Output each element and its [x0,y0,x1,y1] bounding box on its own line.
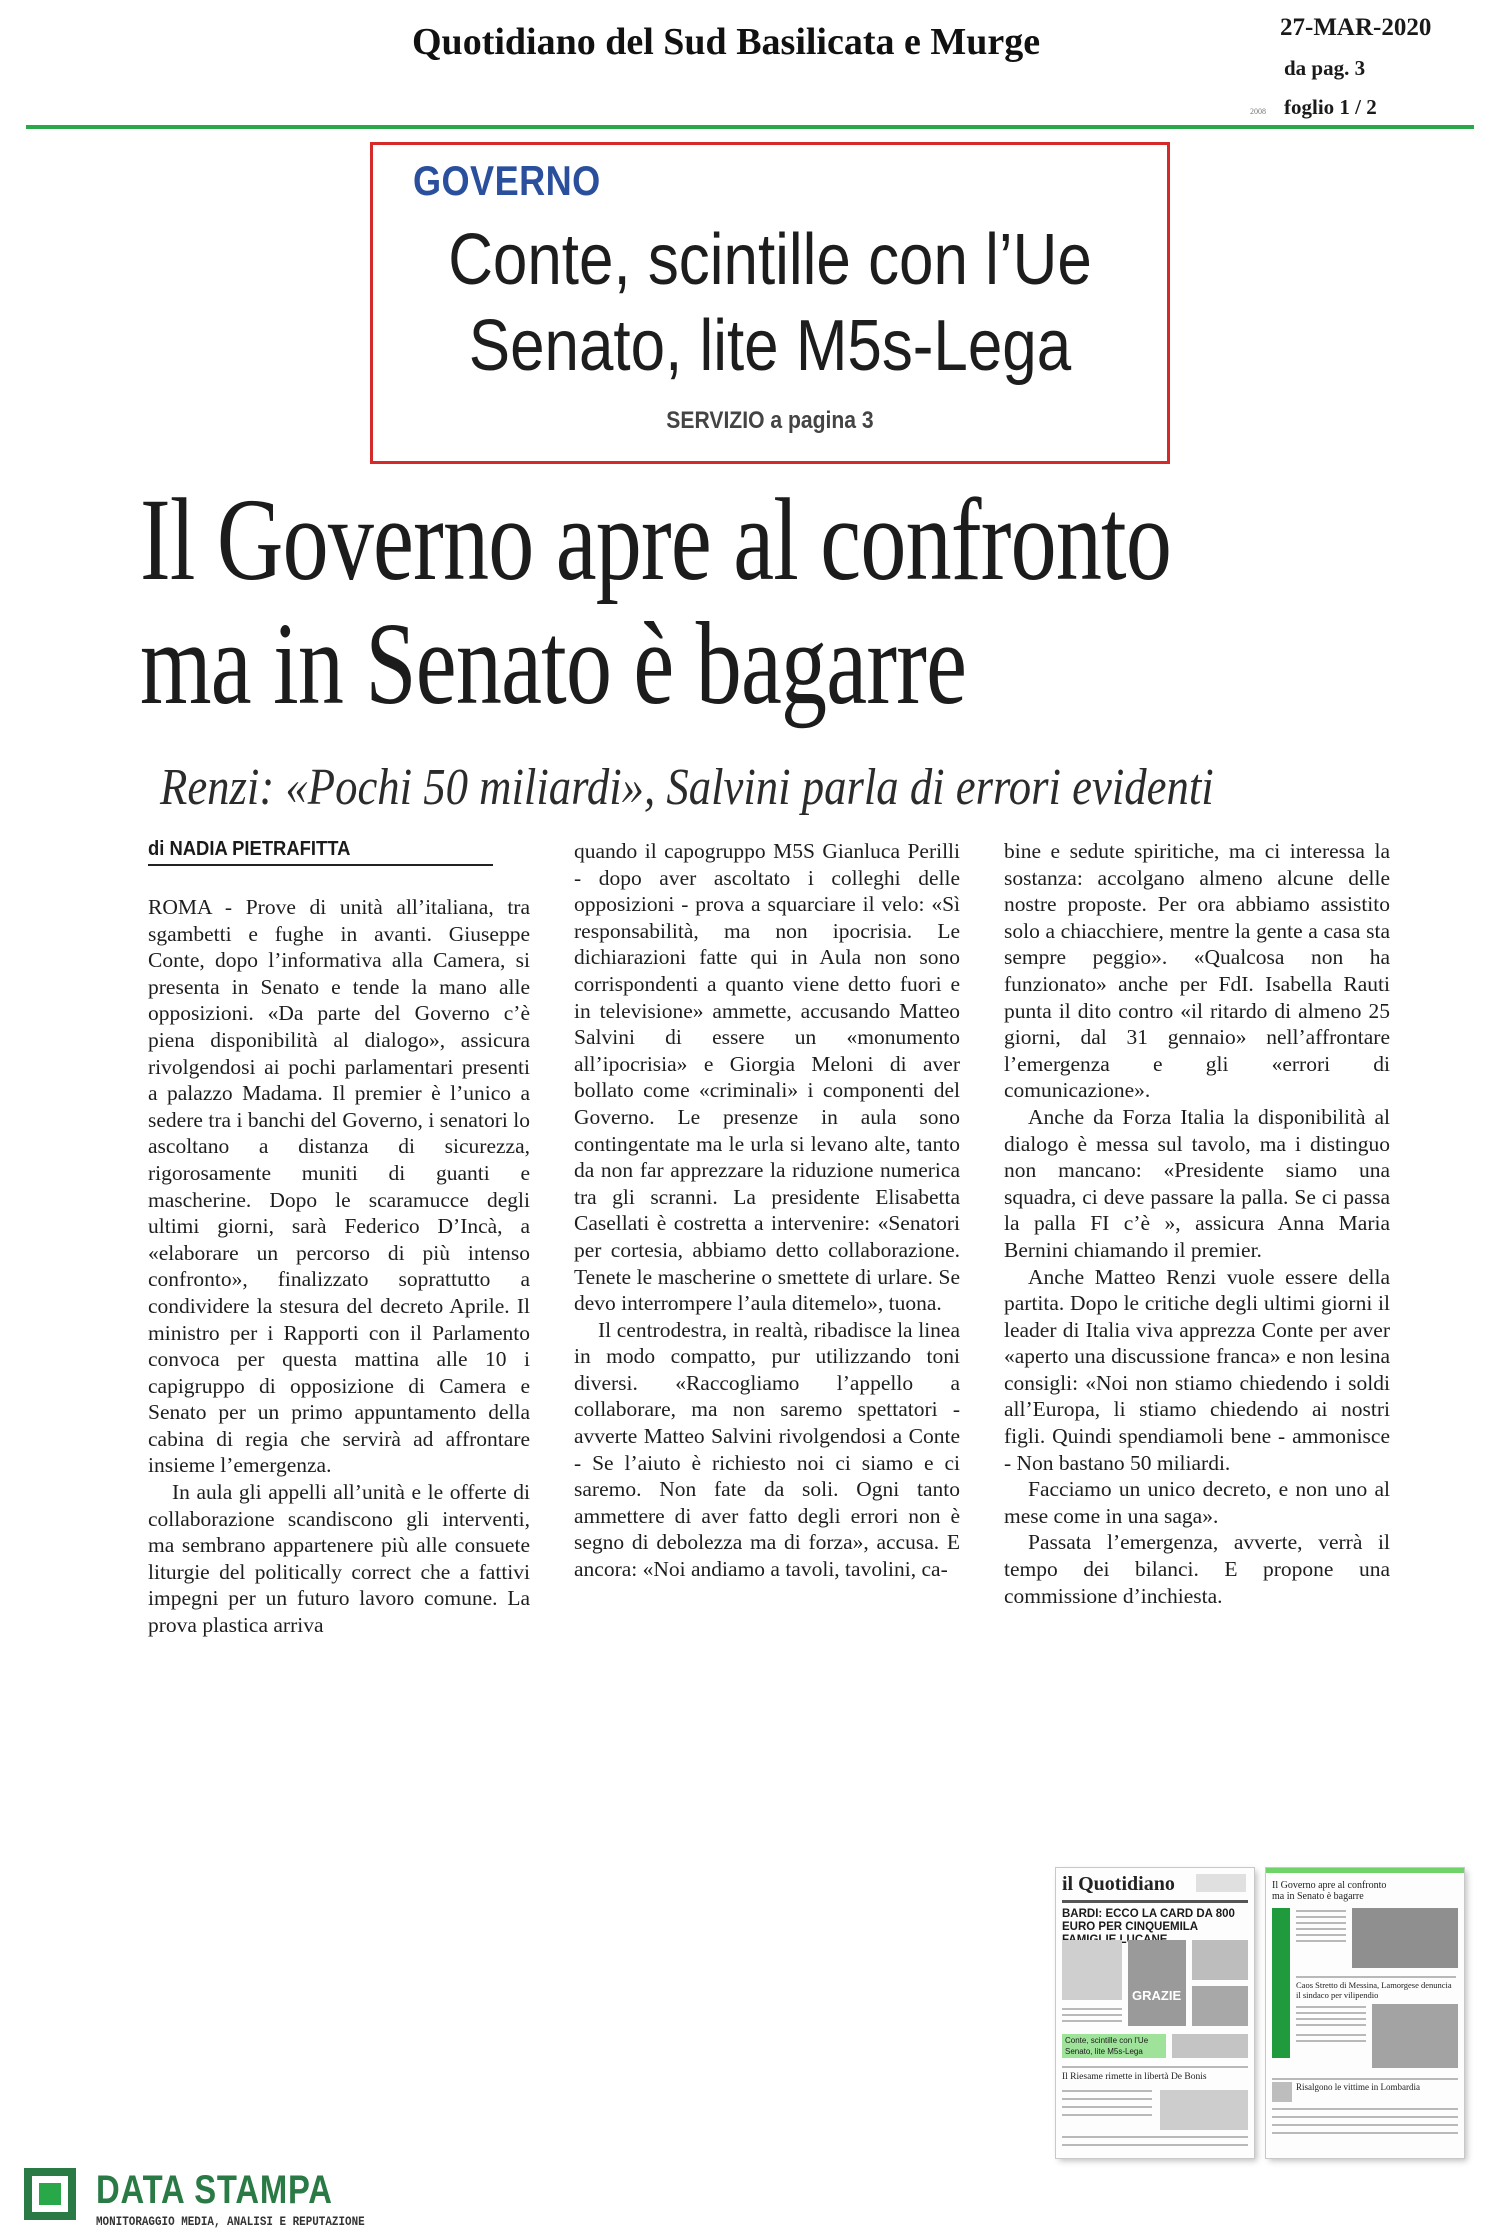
teaser-ref-rest: a pagina 3 [764,407,874,434]
teaser-headline-line2: Senato, lite M5s-Lega [468,306,1072,386]
front-page-thumbnail[interactable] [1056,1868,1254,2158]
thumb-green-sidebar [1272,1908,1290,2058]
thumb-grazie: GRAZIE [1132,1988,1182,2003]
sheet-code: 2008 [1250,107,1266,116]
byline: di NADIA PIETRAFITTA [148,838,351,860]
paragraph: Anche da Forza Italia la disponibilità al dialogo è messa sul tavolo, ma i distinguo non mancano: «Presidente siamo una squadra, ci deve passare la palla. Se ci passa la palla FI c’è », assicura Anna Maria Bernini chiamando il premier. [1004,1104,1390,1262]
paragraph: ROMA - Prove di unità all’italiana, tra sgambetti e fughe in avanti. Giuseppe Conte, dopo l’informativa alla Camera, si presenta in Senato e tende la mano alle opposizioni. «Da parte del Governo c’è piena disponibilità al dialogo», assicura rivolgendosi ai pochi parlamentari presenti a palazzo Madama. Il premier è l’unico a sedere tra i banchi del Governo, i senatori lo ascoltano a distanza di sicurezza, rigorosamente muniti di guanti e mascherine. Dopo le scaramucce degli ultimi giorni, sarà Federico D’Incà, a «elaborare un percorso di più intenso confronto», finalizzato soprattutto a condividere la stesura del decreto Aprile. Il ministro per i Rapporti con il Parlamento convoca per questa mattina alle 10 i capigruppo di opposizione di Camera e Senato per un primo appuntamento della cabina di regia che servirà ad affrontare insieme l’emergenza. [148,895,530,1478]
paragraph: Facciamo un unico decreto, e non uno al mese come in una saga». [1004,1477,1390,1528]
logo-name: DATA STAMPA [96,2168,333,2212]
article-column-1 [148,894,530,1639]
header-rule [26,125,1474,129]
paragraph: bine e sedute spiritiche, ma ci interessa la sostanza: accolgano almeno alcune delle nostre proposte. Per ora abbiamo assistito solo a chiacchiere, mentre la gente a casa sta sempre peggio». «Qualcosa non ha funzionato» anche per FdI. Isabella Rauti punta il dito contro «il ritardo di almeno 25 giorni, dal 31 gennaio» nell’affrontare l’emergenza e gli «errori di comunicazione». [1004,839,1390,1103]
thumb-front-bottom: Il Riesame rimette in libertà De Bonis [1062,2072,1207,2082]
thumb-teaser-highlight: Conte, scintille con l’Ue Senato, lite M5s-Lega [1062,2034,1166,2058]
byline-rule [148,864,493,866]
paragraph: Il centrodestra, in realtà, ribadisce la linea in modo compatto, pur utilizzando toni diversi. «Raccogliamo l’appello a collaborare, ma non saremo spettatori - avverte Matteo Salvini rivolgendosi a Conte - Se l’aiuto è richiesto noi ci siamo e ci saremo. Non fate da soli. Ogni tanto ammettere di aver fatto degli errori non è segno di debolezza ma di forza», accusa. E ancora: «Noi andiamo a tavoli, tavolini, ca- [574,1317,960,1582]
masthead: Quotidiano del Sud Basilicata e Murge [412,21,1041,63]
paragraph: Anche Matteo Renzi vuole essere della partita. Dopo le critiche degli ultimi giorni il leader di Italia viva apprezza Conte per aver «aperto una discussione franca» e non lesina consigli: «Noi non stiamo chiedendo i soldi all’Europa, li stiamo chiedendo ai nostri figli. Quindi spendiamoli bene - ammonisce - Non bastano 50 miliardi. [1004,1264,1390,1475]
teaser-headline-line1: Conte, scintille con l’Ue [448,220,1092,300]
sheet-count: foglio 1 / 2 [1284,95,1377,119]
page-reference: da pag. 3 [1284,56,1366,80]
thumb-masthead: il Quotidiano [1062,1873,1175,1895]
paragraph: quando il capogruppo M5S Gianluca Perilli - dopo aver ascoltato i colleghi delle opposizioni - prova a squarciare il velo: «Sì responsabilità, ma non ipocrisia. Le dichiarazioni fatte qui in Aula non sono corrispondenti a quanto viene detto fuori e in televisione» ammette, accusando Matteo Salvini di essere un «monumento all’ipocrisia» e Giorgia Meloni di aver bollato come «criminali» i componenti del Governo. Le presenze in aula sono contingentate ma le urla si levano alte, tanto da non far apprezzare la riduzione numerica tra gli scranni. La presidente Elisabetta Casellati è costretta a intervenire: «Senatori per cortesia, abbiamo detto collaborazione. Tenete le mascherine o smettete di urlare. Se devo interrompere l’aula ditemelo», tuona. [574,839,960,1316]
headline-line1: Il Governo apre al confronto [140,474,1172,605]
article-column-2 [574,838,960,1583]
paragraph: In aula gli appelli all’unità e le offerte di collaborazione scandiscono gli interventi, ma sembrano appartenere più alle consuete liturgie del politically correct che a fattivi impegni per un futuro lavoro comune. La prova plastica arriva [148,1480,530,1638]
page-thumbnail[interactable] [1266,1868,1464,2158]
teaser-kicker: GOVERNO [413,157,601,204]
article-column-3 [1004,838,1390,1609]
logo-tagline: MONITORAGGIO MEDIA, ANALISI E REPUTAZIONE [96,2214,365,2229]
thumb-page-bottom: Risalgono le vittime in Lombardia [1296,2082,1420,2092]
thumb-page-story: Caos Stretto di Messina, Lamorgese denuncia il sindaco per vilipendio [1296,1980,1452,2000]
issue-date: 27-MAR-2020 [1280,14,1432,41]
thumb-page-headline: Il Governo apre al confronto ma in Senato è bagarre [1272,1880,1387,1902]
thumb-front-headline: BARDI: ECCO LA CARD DA 800 EURO PER CINQUEMILA [1062,1908,1235,1933]
teaser-page-ref [421,407,1120,435]
front-page-teaser-box [370,142,1170,464]
headline-line2: ma in Senato è bagarre [140,598,967,729]
teaser-ref-bold: SERVIZIO [666,407,765,434]
data-stampa-logo-icon [24,2168,76,2220]
article-headline [140,474,1380,729]
article-subhead: Renzi: «Pochi 50 miliardi», Salvini parla di errori evidenti [160,759,1214,816]
paragraph: Passata l’emergenza, avverte, verrà il tempo dei bilanci. E propone una commissione d’inchiesta. [1004,1530,1390,1608]
